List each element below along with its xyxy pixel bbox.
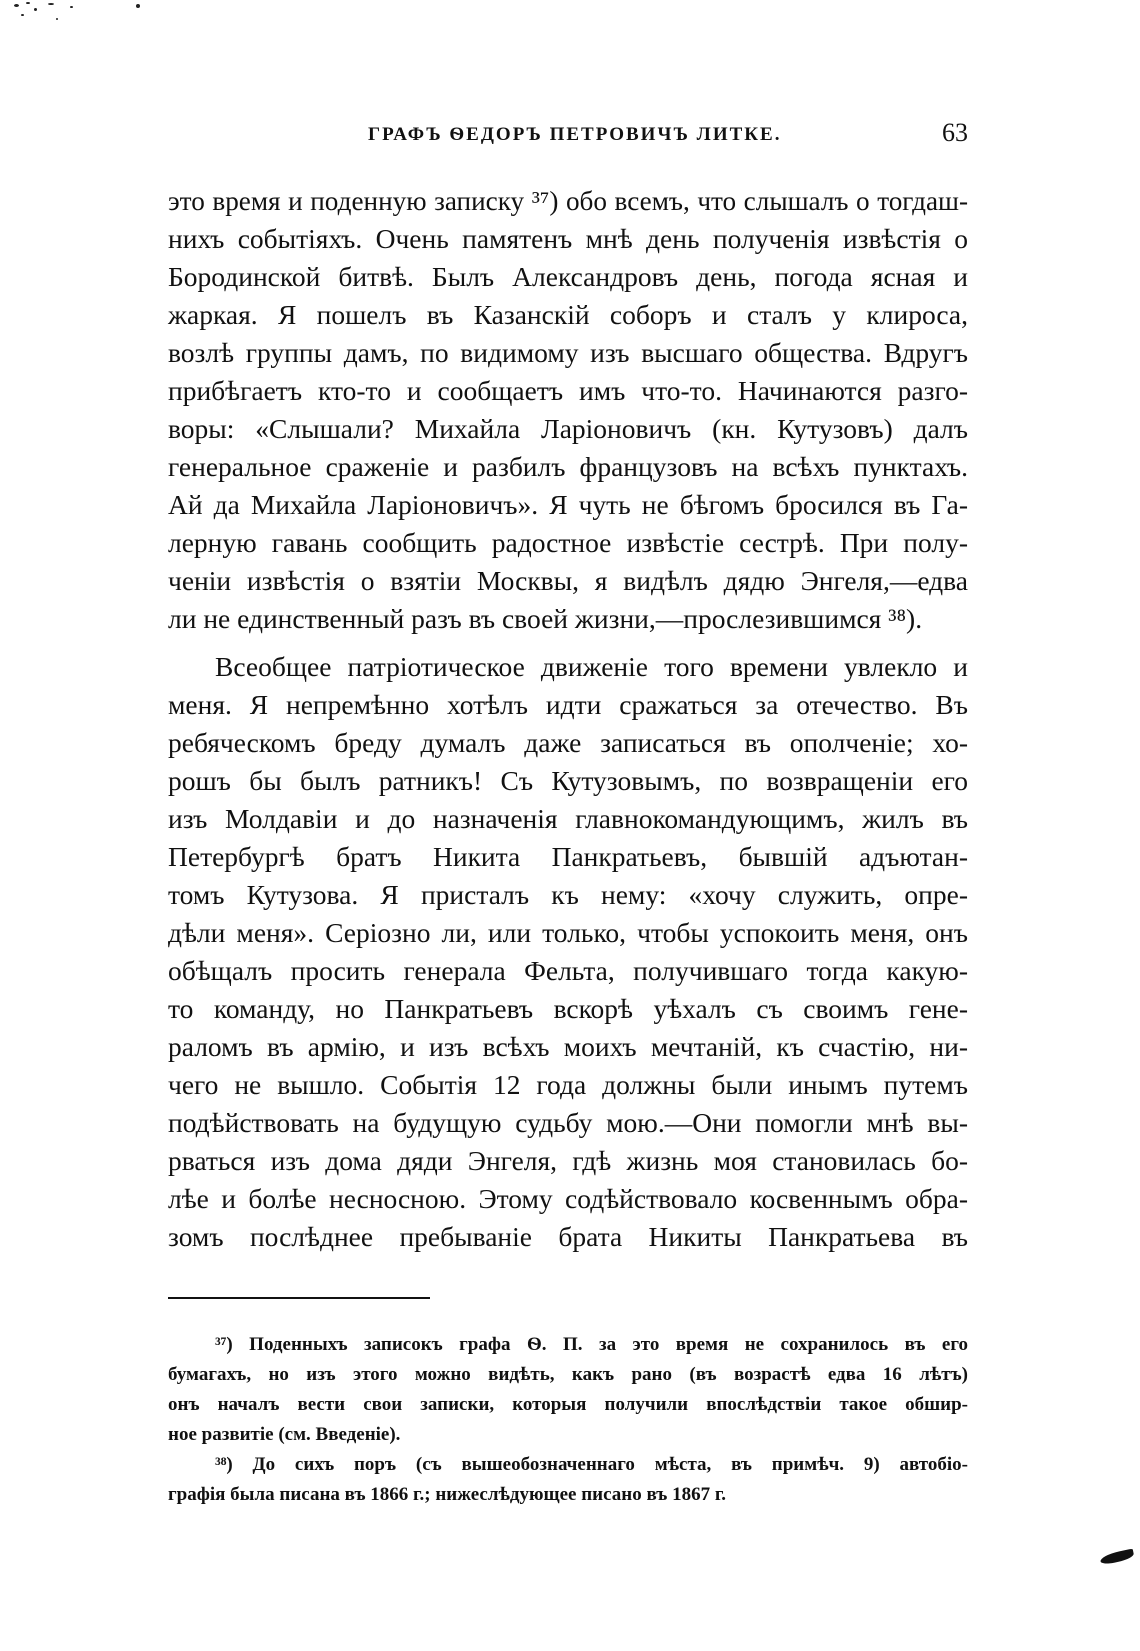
text-line: подѣйствовать на будущую судьбу мою.—Они помогли мнѣ вы- [168, 1107, 968, 1138]
text-line: меня. Я непремѣнно хотѣлъ идти сражаться за отечество. Въ [168, 689, 968, 720]
footnote-line: ³⁷) Поденныхъ записокъ графа Ѳ. П. за это время не сохранилось въ его [215, 1334, 968, 1355]
text-line: генеральное сраженіе и разбилъ французовъ на всѣхъ пунктахъ. [168, 451, 968, 482]
footnote-line: графія была писана въ 1866 г.; нижеслѣдующее писано въ 1867 г. [168, 1484, 727, 1505]
text-line: лѣе и болѣе несносною. Этому содѣйствовало косвеннымъ обра- [168, 1183, 968, 1214]
text-line: нихъ событіяхъ. Очень памятенъ мнѣ день полученія извѣстія о [168, 223, 968, 254]
text-line: ребяческомъ бреду думалъ даже записаться въ ополченіе; хо- [168, 727, 968, 758]
footnote-37 [168, 1330, 968, 1450]
page-header [168, 118, 968, 154]
text-line: Бородинской битвѣ. Былъ Александровъ день, погода ясная и [168, 261, 968, 292]
text-line: рваться изъ дома дяди Энгеля, гдѣ жизнь моя становилась бо- [168, 1145, 968, 1176]
text-line: Ай да Михайла Ларіоновичъ». Я чуть не бѣгомъ бросился въ Га- [168, 489, 968, 520]
footnote-divider [168, 1297, 430, 1299]
text-line: то команду, но Панкратьевъ вскорѣ уѣхалъ съ своимъ гене- [168, 993, 968, 1024]
ink-mark [1099, 1549, 1134, 1566]
text-line: жаркая. Я пошелъ въ Казанскій соборъ и сталъ у клироса, [168, 299, 968, 330]
text-line: изъ Молдавіи и до назначенія главнокомандующимъ, жилъ въ [168, 803, 968, 834]
text-line: томъ Кутузова. Я присталъ къ нему: «хочу служить, опре- [168, 879, 968, 910]
text-line: Всеобщее патріотическое движеніе того времени увлекло и [215, 651, 968, 682]
text-line: рошъ бы былъ ратникъ! Съ Кутузовымъ, по возвращеніи его [168, 765, 968, 796]
footnote-line: ное развитіе (см. Введеніе). [168, 1424, 401, 1445]
footnote-line: бумагахъ, но изъ этого можно видѣть, какъ рано (въ возрастѣ едва 16 лѣтъ) [168, 1364, 968, 1385]
text-line: Петербургѣ братъ Никита Панкратьевъ, бывшій адъютан- [168, 841, 968, 872]
footnote-line: ³⁸) До сихъ поръ (съ вышеобозначеннаго мѣста, въ примѣч. 9) автобіо- [215, 1454, 968, 1475]
text-line: это время и поденную записку ³⁷) обо всемъ, что слышалъ о тогдаш- [168, 186, 968, 216]
text-line: возлѣ группы дамъ, по видимому изъ высшаго общества. Вдругъ [168, 337, 968, 368]
text-line: ли не единственный разъ въ своей жизни,—прослезившимся ³⁸). [168, 603, 923, 634]
page-number: 63 [942, 118, 968, 147]
text-line: чего не вышло. Событія 12 года должны были инымъ путемъ [168, 1069, 968, 1100]
text-line: лерную гавань сообщить радостное извѣстіе сестрѣ. При полу- [168, 527, 968, 558]
footnote-38 [168, 1450, 968, 1510]
text-line: ченіи извѣстія о взятіи Москвы, я видѣлъ дядю Энгеля,—едва [168, 565, 968, 596]
text-line: воры: «Слышали? Михайла Ларіоновичъ (кн. Кутузовъ) далъ [168, 413, 968, 444]
body-text [168, 182, 968, 1256]
text-line: раломъ въ армію, и изъ всѣхъ моихъ мечтаній, къ счастію, ни- [168, 1031, 968, 1062]
footnotes [168, 1330, 968, 1510]
paragraph-1 [168, 182, 968, 638]
text-line: прибѣгаетъ кто-то и сообщаетъ имъ что-то. Начинаются разго- [168, 375, 968, 406]
text-line: зомъ послѣднее пребываніе брата Никиты Панкратьева въ [168, 1221, 968, 1252]
running-head: ГРАФЪ ѲЕДОРЪ ПЕТРОВИЧЪ ЛИТКЕ. [368, 124, 782, 145]
scan-specks [12, 0, 152, 40]
text-line: дѣли меня». Серіозно ли, или только, чтобы успокоить меня, онъ [168, 917, 968, 948]
footnote-line: онъ началъ вести свои записки, которыя получили впослѣдствіи такое обшир- [168, 1394, 968, 1415]
text-line: обѣщалъ просить генерала Фельта, получившаго тогда какую- [168, 955, 968, 986]
paragraph-2 [168, 648, 968, 1256]
